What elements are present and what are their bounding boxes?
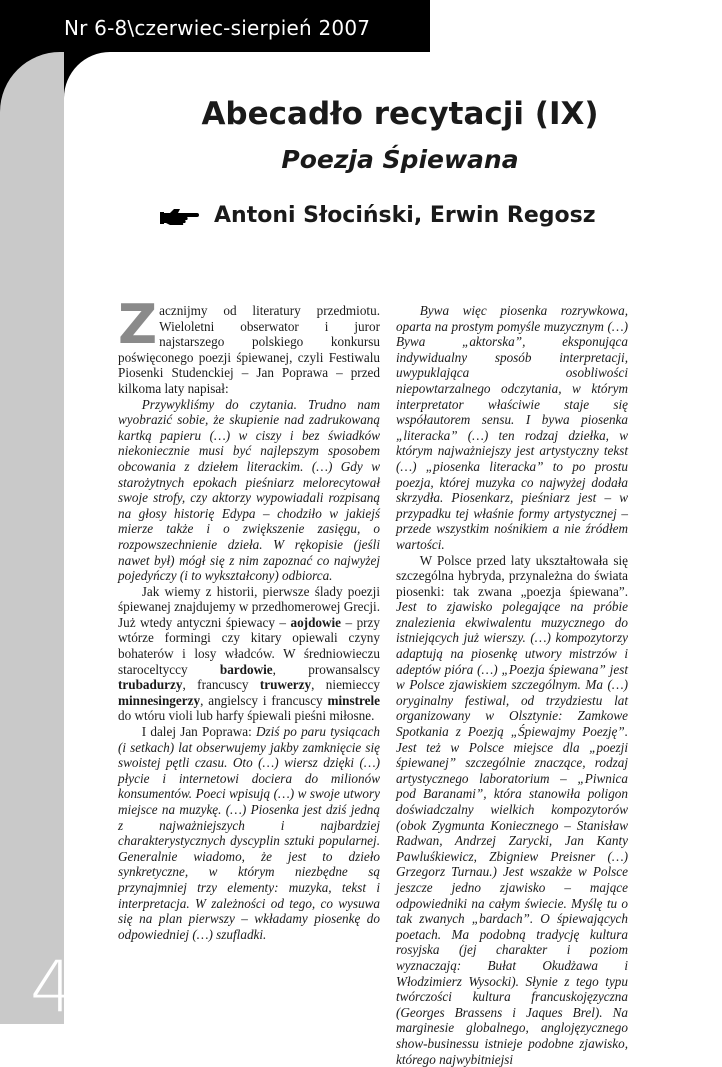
- poprawa-quote-1: Przywykliśmy do czytania. Trudno nam wyobrazić sobie, że skupienie nad zadrukowaną kartką papieru (…) w ciszy i bez świadków niekoniecznie musi być najlepszym sposobem obcowania z dziełem literackim. (…) Gdy w starożytnych epokach pieśniarz melorecytował swoje strofy, czy aktorzy wypowiadali rozpisaną na głosy historię Edypa – chodziło w jakiejś mierze także i o zwiększenie zasięgu, o rozpowszechnienie dzieła. W rękopisie (jeśli nawet był) mógł się z nim zapoznać co najwyżej pojedyńczy (i to wykształcony) odbiorca.: [118, 397, 380, 584]
- drop-cap: Z: [118, 303, 157, 347]
- history-text-d: , francuscy: [182, 677, 259, 692]
- history-text-g: do wtóru violi lub harfy śpiewali pieśni miłosne.: [118, 708, 374, 723]
- poland-paragraph: [396, 553, 628, 1067]
- pointing-hand-icon: [160, 206, 200, 226]
- poland-quote: Jest to zjawisko polegające na próbie znalezienia ekwiwalentu muzycznego do istniejących już wierszy. (…) kompozytorzy adaptują na piosenkę utwory mistrzów i adeptów pióra (…) „Poezja śpiewana” jest w Polsce zjawiskiem szczególnym. Ma (…) oryginalny festiwal, od trzydziestu lat organizowany w Olsztynie: Zamkowe Spotkania z Poezją „Śpiewajmy Poezję”. Jest też w Polsce miejsce dla „poezji śpiewanej” szczególnie znaczące, rodzaj artystycznego laboratorium – „Piwnica pod Baranami”, która stanowiła poligon doświadczalny wielkich kompozytorów (obok Zygmunta Koniecznego – Stanisław Radwan, Andrzej Zarycki, Jan Kanty Pawluśkiewicz, Zbigniew Preisner (…) Grzegorz Turnau.) Jest wszakże w Polsce jeszcze jedno zjawisko – mające odpowiedniki na całym świecie. Myślę tu o tak zwanych „bardach”. O śpiewających poetach. Ma podobną tradycję kultura rosyjska (jej charakter i poziom wyznaczają: Bułat Okudżawa i Włodzimierz Wysocki). Słynie z tego typu twórczości kultura francuskojęzyczna (Georges Brassens i Jaques Brel). Na marginesie globalnego, anglojęzycznego show-businessu istnieje podobne zjawisko, którego najwybitniejsi: [396, 599, 628, 1066]
- term-minnesingerzy: minnesingerzy: [118, 693, 200, 708]
- poprawa-intro: I dalej Jan Poprawa:: [142, 724, 256, 739]
- poland-text: W Polsce przed laty ukształtowała się szczególna hybryda, przynależna do świata piosenki: tak zwana „poezja śpiewana”.: [396, 553, 628, 599]
- term-bardowie: bardowie: [220, 662, 273, 677]
- poprawa-paragraph-2: [118, 724, 380, 942]
- authors-names: Antoni Słociński, Erwin Regosz: [214, 203, 596, 228]
- authors-line: [160, 203, 660, 228]
- term-truwerzy: truwerzy: [260, 677, 311, 692]
- right-column: [396, 303, 628, 1067]
- poprawa-quote-2: Dziś po paru tysiącach (i setkach) lat obserwujemy jakby zamknięcie się swoistej pętli czasu. Oto (…) wiersz dzięki (…) płycie i internetowi dociera do milionów konsumentów. Poeci wpisują (…) w swoje utwory miejsce na muzykę. (…) Piosenka jest dziś jedną z najważniejszych i najbardziej charakterystycznych dyscyplin sztuki popularnej. Generalnie wiadomo, że jest to dzieło synkretyczne, w którym niezbędne są przynajmniej trzy elementy: muzyka, tekst i interpretacja. W zależności od tego, co wysuwa się na plan pierwszy – wkładamy piosenkę do odpowiedniej (…) szufladki.: [118, 724, 380, 942]
- issue-line: Nr 6-8\czerwiec-sierpień 2007: [64, 16, 370, 40]
- term-aojdowie: aojdowie: [290, 615, 341, 630]
- genre-paragraph: Bywa więc piosenka rozrywkowa, oparta na prostym pomyśle muzycznym (…) Bywa „aktorska”, eksponująca indywidualny sposób interpretacji, uwypuklająca osobliwości niepowtarzalnego odczytania, w którym interpretator właściwie staje się współautorem sensu. I bywa piosenka „literacka” (…) ten rodzaj dziełka, w którym najważniejszy jest artystyczny tekst (…) „piosenka literacka” to po prostu poezja, której muzyka co najwyżej dodała skrzydła. Piosenkarz, pieśniarz jest – w przypadku tej właśnie formy artystycznej – przede wszystkim nośnikiem a nie źródłem wartości.: [396, 303, 628, 553]
- history-text-b: – przy wtórze formingi czy kitary opiewali czyny bohaterów i losy władców. W średniowieczu staroceltyccy: [118, 615, 380, 677]
- history-text-e: , niemieccy: [311, 677, 380, 692]
- article-subtitle: Poezja Śpiewana: [110, 145, 690, 174]
- history-text-c: , prowansalscy: [273, 662, 380, 677]
- gray-margin-band: [0, 52, 64, 1024]
- history-paragraph: [118, 584, 380, 724]
- left-column: [118, 303, 380, 942]
- intro-paragraph: [118, 303, 380, 397]
- header-band: [0, 0, 430, 52]
- term-trubadurzy: trubadurzy: [118, 677, 182, 692]
- history-text-f: , angielscy i francuscy: [200, 693, 327, 708]
- term-minstrele: minstrele: [328, 693, 381, 708]
- intro-text: acznijmy od literatury przedmiotu. Wieloletni obserwator i juror najstarszego polskiego konkursu poświęconego poezji śpiewanej, czyli Festiwalu Piosenki Studenckiej – Jan Poprawa – przed kilkoma laty napisał:: [118, 303, 380, 396]
- page-number: 4: [30, 952, 75, 1022]
- article-title: Abecadło recytacji (IX): [110, 96, 690, 132]
- history-text-a: Jak wiemy z historii, pierwsze ślady poezji śpiewanej znajdujemy w przedhomerowej Grecji. Już wtedy antyczni śpiewacy –: [118, 584, 380, 630]
